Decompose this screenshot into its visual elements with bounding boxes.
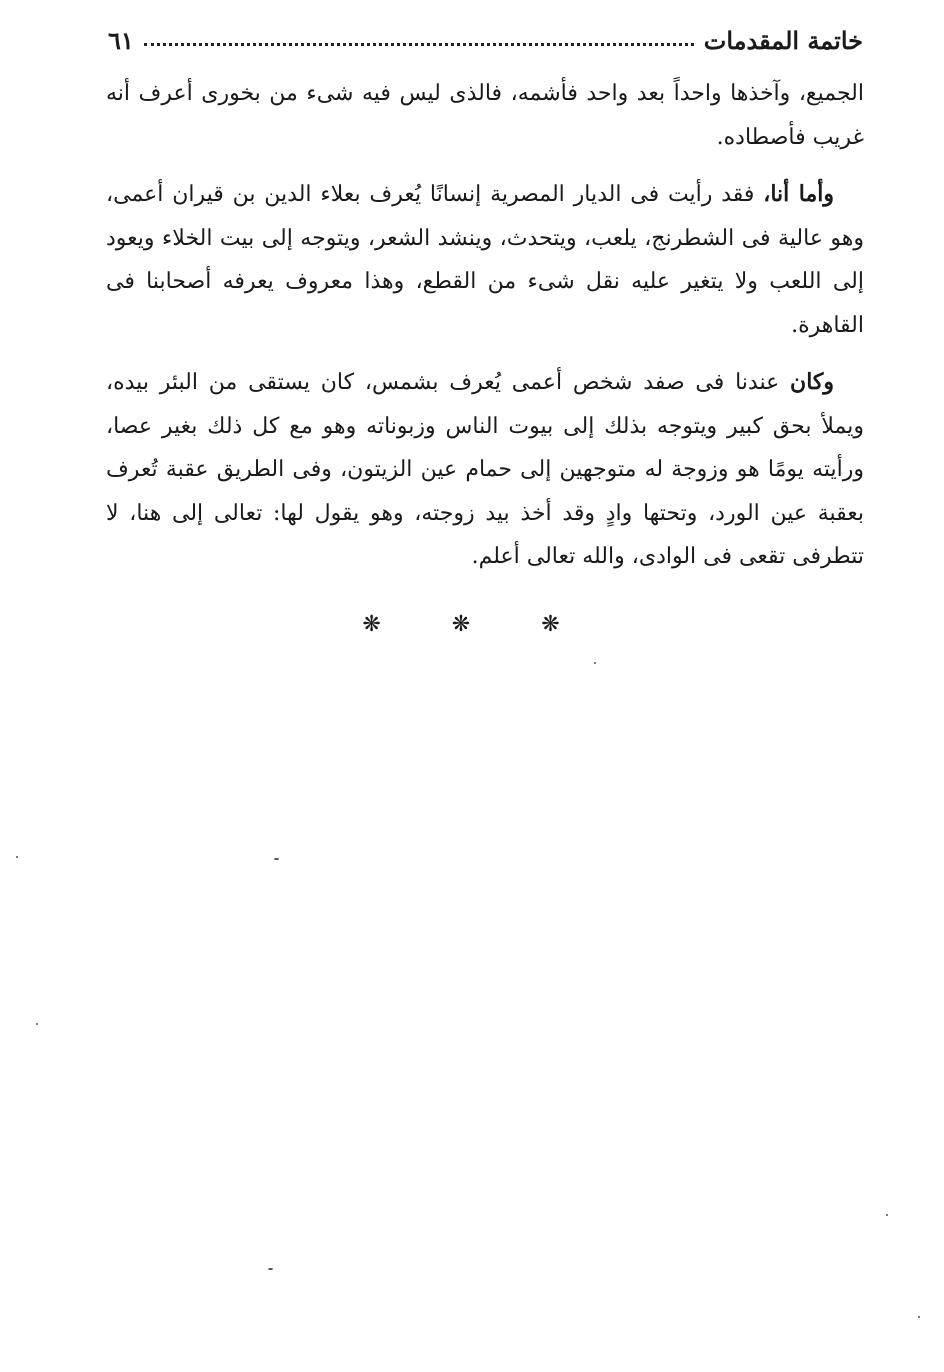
section-divider [0,612,944,637]
scan-speck [594,662,596,664]
scan-speck [268,1268,273,1270]
paragraph-1 [106,72,864,159]
asterism-icon: ❋ [362,612,403,637]
paragraph-3-lead: وكان [790,369,834,395]
paragraph-2 [106,173,864,347]
asterism-icon: ❋ [451,612,493,637]
running-header [108,22,863,58]
scan-speck [274,858,279,860]
paragraph-2-text: فقد رأيت فى الديار المصرية إنسانًا يُعرف بعلاء الدين بن قيران أعمى، وهو عالية فى الشطرنج، يلعب، ويتحدث، وينشد الشعر، ويتوجه إلى بيت الخلاء ويعود إلى اللعب ولا يتغير عليه نقل شىء من القطع، وهذا معروف يعرفه أصحابنا فى القاهرة. [106,182,864,338]
chapter-title: خاتمة المقدمات [703,25,863,55]
dotted-leader [144,31,694,46]
paragraph-3 [106,361,864,579]
scan-speck [16,856,18,858]
paragraph-1-text: الجميع، وآخذها واحداً بعد واحد فأشمه، فالذى ليس فيه شىء من بخورى أعرف أنه غريب فأصطاده. [106,81,864,150]
scan-speck [918,1316,920,1318]
asterism-icon: ❋ [541,612,582,637]
page-number: ٦١ [108,25,134,55]
scan-speck [36,1023,38,1025]
body-text [106,72,864,593]
paragraph-2-lead: وأما أنا، [763,181,835,207]
scan-speck [886,1214,888,1216]
paragraph-3-text: عندنا فى صفد شخص أعمى يُعرف بشمس، كان يستقى من البئر بيده، ويملأ بحق كبير ويتوجه بذلك إلى بيوت الناس وزبوناته وهو مع كل ذلك بغير عصا، ورأيته يومًا هو وزوجة له متوجهين إلى حمام عين الزيتون، وفى الطريق عقبة تُعرف بعقبة عين الورد، وتحتها وادٍ وقد أخذ بيد زوجته، وهو يقول لها: تعالى إلى هنا، لا تتطرفى تقعى فى الوادى، والله تعالى أعلم. [106,370,864,569]
